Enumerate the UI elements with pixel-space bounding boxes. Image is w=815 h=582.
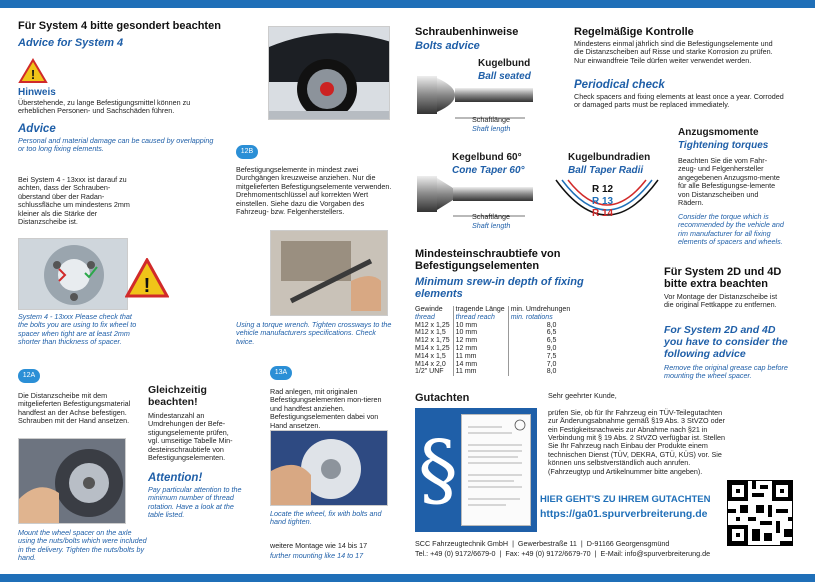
table-cell: 1/2" UNF bbox=[415, 368, 444, 376]
radius-r12: R 12 bbox=[592, 184, 614, 195]
sys4-caption: System 4 - 13xxx Please check that the bolts you are using to fix wheel to spacer when tight are at least 2mm shorter than thickness of spacer. bbox=[18, 312, 137, 347]
radii-title: Kugelbundradien bbox=[568, 152, 651, 163]
mount-text: Die Distanzscheibe mit dem mitgelieferten Befestigungsmaterial handfest an der Achse befestigen. Schrauben mit der Hand ansetzen. bbox=[18, 391, 131, 426]
hinweis-title: Hinweis bbox=[18, 87, 56, 98]
footer-contact: Tel.: +49 (0) 9172/6679-0 | Fax: +49 (0) 9172/6679-70 | E-Mail: info@spurverbreiterung.de bbox=[415, 549, 711, 558]
gutachten-letter: Sehr geehrter Kunde, prüfen Sie, ob für Ihr Fahrzeug ein TÜV-Teilegutachten zur Änderungsabnahme gemäß §19 Abs. 3 StVZO oder ein Festigkeitsnachweis zur Abnahme nach §21 in Verbindung mit § 19 Abs. 2 StVZO verfügbar ist. Stellen Sie Ihr Fahrzeug nach Einbau der Produkte einem technischen Dienst (TÜV, DEKRA, GTÜ, KÜS) vor. Sie können uns selbstverständlich auch anrufen. (Fahrzeugtyp und Artikelnummer bitte angeben). bbox=[548, 391, 725, 476]
reg-title: Regelmäßige Kontrolle bbox=[574, 26, 694, 38]
car-wheel-photo bbox=[268, 26, 390, 120]
table-header-cell: tragende Länge bbox=[453, 306, 508, 314]
table-cell: M14 x 1,5 bbox=[415, 352, 446, 360]
rad-text: Rad anlegen, mit originalen Befestigungselementen mon-tieren und handfest anziehen. Befestigungselementen dabei von Hand ansetzen. bbox=[270, 387, 382, 430]
step-badge-12a: 12A bbox=[18, 369, 40, 383]
table-cell: 8,0 bbox=[508, 368, 573, 376]
table-cell: 10 mm bbox=[453, 329, 508, 337]
cross-caption: Using a torque wrench. Tighten crossways to the vehicle manufacturers specifications. Check twice. bbox=[236, 320, 392, 346]
torque-text-en: Consider the torque which is recommended by the vehicle and rim manufacturer for all fixing elements of spacers and wheels. bbox=[678, 212, 784, 247]
min-depth-table bbox=[415, 306, 573, 376]
sys2d-en-text: Remove the original grease cap before mounting the wheel spacer. bbox=[664, 363, 788, 381]
table-cell: 7,5 bbox=[508, 353, 573, 361]
document-thumbnail bbox=[461, 414, 531, 526]
table-cell: 11 mm bbox=[453, 353, 508, 361]
wheel-mount-photo bbox=[270, 430, 388, 506]
radius-r13: R 13 bbox=[592, 196, 614, 207]
cone-taper-title: Kegelbund 60° bbox=[452, 152, 522, 163]
top-bar bbox=[0, 0, 815, 8]
per-title: Periodical check bbox=[574, 79, 665, 91]
radius-r14: R 14 bbox=[592, 208, 614, 219]
table-cell: M12 x 1,25 bbox=[415, 321, 450, 329]
table-header-row bbox=[415, 306, 573, 314]
spacer-photo bbox=[18, 238, 128, 310]
table-row bbox=[415, 329, 573, 337]
ball-seated-en: Ball seated bbox=[478, 71, 531, 82]
mount-caption: Mount the wheel spacer on the axle using the nuts/bolts which were included in the delivery. Tighten the nuts/bolts by hand. bbox=[18, 528, 147, 563]
sys4-title-en: Advice for System 4 bbox=[18, 37, 124, 49]
cone-taper-en: Cone Taper 60° bbox=[452, 165, 525, 176]
table-cell: M14 x 2,0 bbox=[415, 360, 446, 368]
shaft-length-label-en: Shaft length bbox=[472, 124, 511, 133]
per-text: Check spacers and fixing elements at least once a year. Corroded or damaged parts must be replaced immediately. bbox=[574, 92, 784, 110]
advice-title: Advice bbox=[18, 123, 56, 135]
attention-text: Pay particular attention to the minimum number of thread rotation. Have a look at the table listed. bbox=[148, 485, 242, 520]
advice-text: Personal and material damage can be caused by overlapping or too long fixing elements. bbox=[18, 136, 214, 154]
table-row bbox=[415, 361, 573, 369]
min-depth-title-en: Minimum srew-in depth of fixing elements bbox=[415, 276, 584, 300]
bottom-bar bbox=[0, 574, 815, 582]
table-header-cell: thread reach bbox=[453, 314, 508, 322]
table-cell: 11 mm bbox=[453, 368, 508, 376]
table-cell: M12 x 1,5 bbox=[415, 329, 446, 337]
gleich-title: Gleichzeitig beachten! bbox=[148, 384, 207, 408]
min-depth-title: Mindesteinschraubtiefe von Befestigungselementen bbox=[415, 248, 561, 272]
gutachten-cta: HIER GEHT'S ZU IHREM GUTACHTEN bbox=[540, 494, 711, 505]
further-de: weitere Montage wie 14 bis 17 bbox=[270, 541, 368, 550]
sys4-title: Für System 4 bitte gesondert beachten bbox=[18, 20, 221, 32]
table-cell: 6,5 bbox=[508, 329, 573, 337]
further-en: further mounting like 14 to 17 bbox=[270, 551, 364, 560]
qr-code[interactable] bbox=[727, 480, 793, 546]
table-row bbox=[415, 345, 573, 353]
step-badge-13a: 13A bbox=[270, 366, 292, 380]
table-cell: 12 mm bbox=[453, 337, 508, 345]
shaft-length-label-2: Schaftlänge bbox=[472, 212, 510, 221]
cross-text: Befestigungselemente in mindest zwei Durchgängen kreuzweise anziehen. Nur die mitgelieferten Befestigungselemente verwenden. Drehmomentschlüssel auf korrekten Wert einstellen. Siehe dazu die Vorgaben des Fahrzeug- bzw. Felgenherstellers. bbox=[236, 165, 392, 217]
table-header-row-en bbox=[415, 314, 573, 322]
sys2d-title: Für System 2D und 4D bitte extra beachten bbox=[664, 266, 782, 290]
hinweis-text: Überstehende, zu lange Befestigungsmittel können zu erheblichen Personen- und Sachschäden führen. bbox=[18, 98, 191, 116]
gutachten-card bbox=[415, 408, 537, 532]
torque-title: Anzugsmomente bbox=[678, 127, 759, 138]
torque-title-en: Tightening torques bbox=[678, 140, 769, 151]
step-badge-12b: 12B bbox=[236, 145, 258, 159]
table-cell: 14 mm bbox=[453, 361, 508, 369]
mount-photo bbox=[18, 438, 126, 524]
table-header-cell: thread bbox=[415, 313, 435, 321]
table-row bbox=[415, 322, 573, 330]
table-cell: 8,0 bbox=[508, 322, 573, 330]
ball-seated-title: Kugelbund bbox=[478, 58, 531, 69]
table-header-cell: Gewinde bbox=[415, 306, 443, 313]
radii-title-en: Ball Taper Radii bbox=[568, 165, 644, 176]
table-cell: M14 x 1,25 bbox=[415, 344, 450, 352]
sys4-text: Bei System 4 - 13xxx ist darauf zu achten, dass der Schrauben-überstand über der Radan-schlussfläche um mindestens 2mm kleiner als die Stärke der Distanzscheibe ist. bbox=[18, 175, 130, 227]
shaft-length-label: Schaftlänge bbox=[472, 115, 510, 124]
rad-caption: Locate the wheel, fix with bolts and hand tighten. bbox=[270, 509, 382, 527]
torque-text: Beachten Sie die vom Fahr-zeug- und Felgenhersteller angegebenen Anzugsmo-mente für alle Befestigungse-lemente von Distanzscheiben und Rädern. bbox=[678, 156, 780, 208]
gutachten-link[interactable]: https://ga01.spurverbreiterung.de bbox=[540, 508, 708, 520]
table-cell: 10 mm bbox=[453, 322, 508, 330]
table-cell: 6,5 bbox=[508, 337, 573, 345]
table-header-cell: min. rotations bbox=[508, 314, 573, 322]
gleich-text: Mindestanzahl an Umdrehungen der Befe-stigungselemente prüfen, vgl. umseitige Tabelle Min-desteinschraubtiefe von Befestigungselementen. bbox=[148, 411, 233, 463]
bolts-title-en: Bolts advice bbox=[415, 40, 480, 52]
reg-text: Mindestens einmal jährlich sind die Befestigungselemente und die Distanzscheiben auf Risse und starke Korrosion zu prüfen. Nur einwandfreie Teile dürfen weiter verwendet werden. bbox=[574, 39, 773, 65]
attention-title: Attention! bbox=[148, 472, 203, 484]
bolts-title: Schraubenhinweise bbox=[415, 26, 519, 38]
sys2d-text: Vor Montage der Distanzscheibe ist die original Fettkappe zu entfernen. bbox=[664, 292, 778, 310]
torque-wrench-photo bbox=[270, 230, 388, 316]
table-cell: 12 mm bbox=[453, 345, 508, 353]
table-row bbox=[415, 368, 573, 376]
warning-icon bbox=[18, 58, 48, 84]
footer-address: SCC Fahrzeugtechnik GmbH | Gewerbestraße 11 | D-91166 Georgensgmünd bbox=[415, 539, 670, 548]
table-cell: 9,0 bbox=[508, 345, 573, 353]
table-cell: 7,0 bbox=[508, 361, 573, 369]
gutachten-title: Gutachten bbox=[415, 392, 470, 404]
table-row bbox=[415, 337, 573, 345]
table-header-cell: min. Umdrehungen bbox=[508, 306, 573, 314]
table-row bbox=[415, 353, 573, 361]
warning-icon bbox=[125, 258, 169, 298]
svg-text:!: ! bbox=[30, 67, 36, 82]
section-icon: § bbox=[415, 414, 461, 526]
shaft-length-label-en-2: Shaft length bbox=[472, 221, 511, 230]
sys2d-en-title: For System 2D and 4D you have to consider the following advice bbox=[664, 324, 788, 360]
table-cell: M12 x 1,75 bbox=[415, 337, 450, 345]
svg-text:!: ! bbox=[143, 275, 151, 297]
